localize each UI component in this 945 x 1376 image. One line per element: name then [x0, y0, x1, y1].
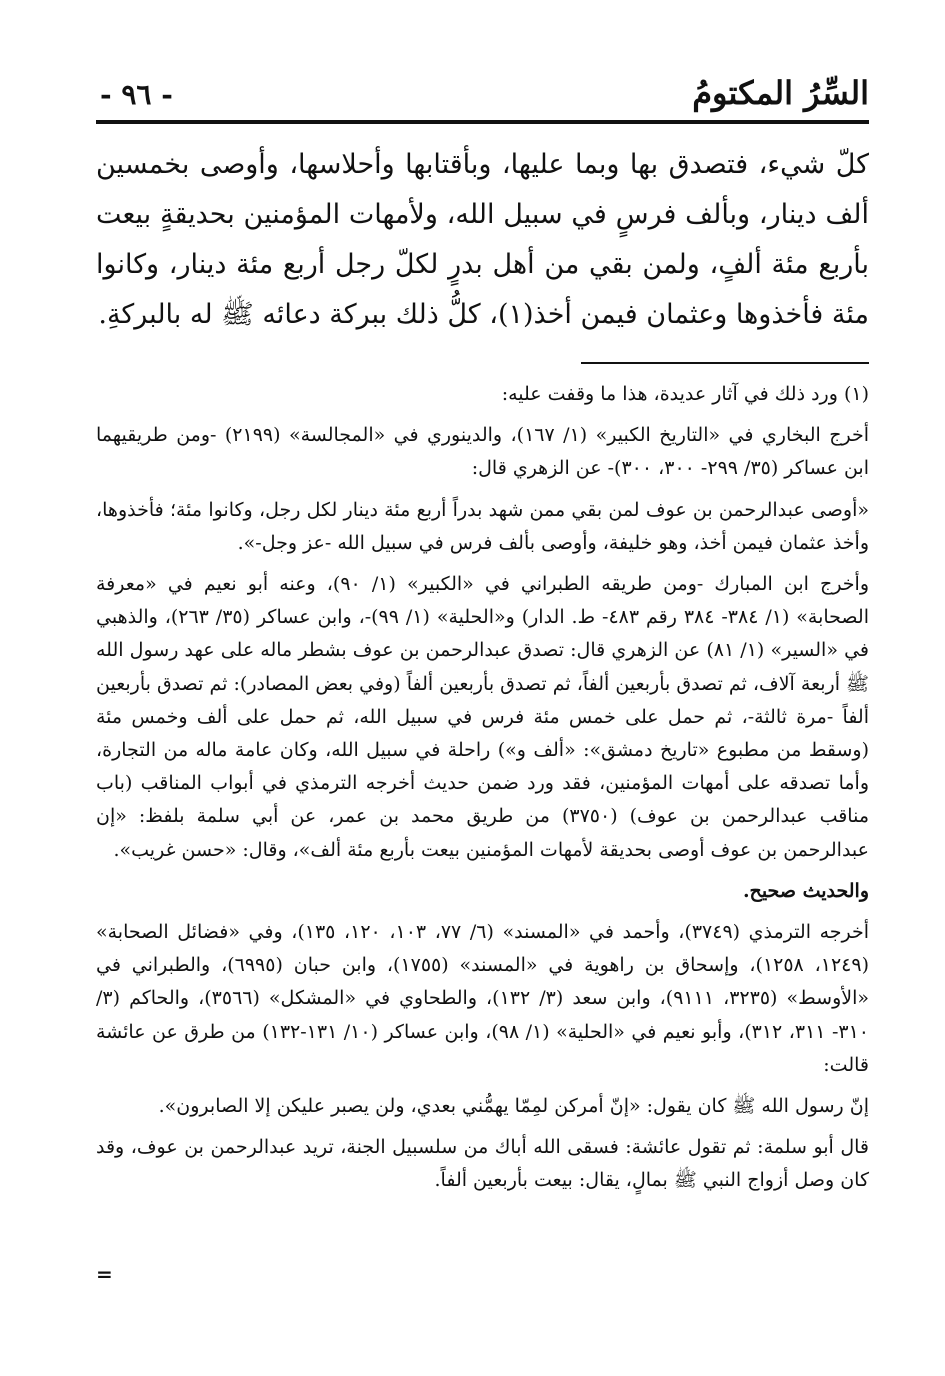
header-rule: [96, 120, 869, 124]
page-number: - ٩٦ -: [100, 78, 173, 111]
footnote-paragraph: أخرج البخاري في «التاريخ الكبير» (١/ ١٦٧)، والدينوري في «المجالسة» (٢١٩٩) -ومن طريقيهما ابن عساكر (٣٥/ ٢٩٩- ٣٠٠، ٣٠٠)- عن الزهري قال:: [96, 424, 870, 480]
footnote-paragraph: أخرجه الترمذي (٣٧٤٩)، وأحمد في «المسند» (٦/ ٧٧، ١٠٣، ١٢٠، ١٣٥)، وفي «فضائل الصحابة» (١٢٤٩، ١٢٥٨)، وإسحاق بن راهوية في «المسند» (١٧٥٥)، وابن حبان (٦٩٩٥)، والطبراني في «الأوسط» (٣٢٣٥، ٩١١١)، وابن سعد (٣/ ١٣٢)، والطحاوي في «المشكل» (٣٥٦٦)، والحاكم (٣/ ٣١٠- ٣١١، ٣١٢)، وأبو نعيم في «الحلية» (١/ ٩٨)، وابن عساكر (١٠/ ١٣١-١٣٢) من طرق عن عائشة قالت:: [96, 921, 870, 1076]
book-title: السِّرُ المكتومُ: [692, 74, 869, 112]
page-header: [96, 72, 869, 120]
footnote-separator: [581, 362, 869, 364]
footnote-paragraph: وأخرج ابن المبارك -ومن طريقه الطبراني في «الكبير» (١/ ٩٠)، وعنه أبو نعيم في «معرفة الصحابة» (١/ ٣٨٤- ٣٨٤ رقم ٤٨٣- ط. الدار) و«الحلية» (١/ ٩٩)-، وابن عساكر (٣٥/ ٢٦٣)، والذهبي في «السير» (١/ ٨١) عن الزهري قال: تصدق عبدالرحمن بن عوف بشطر ماله على عهد رسول الله ﷺ أربعة آلاف، ثم تصدق بأربعين ألفاً، ثم تصدق بأربعين ألفاً (وفي بعض المصادر): ثم تصدق بأربعين ألفاً -مرة ثالثة-، ثم حمل على خمس مئة فرس في سبيل الله، ثم حمل على ألف وخمس مئة (وسقط من مطبوع «تاريخ دمشق»: «ألف و») راحلة في سبيل الله، وكان عامة ماله من التجارة، وأما تصدقه على أمهات المؤمنين، فقد ورد ضمن حديث أخرجه الترمذي في أبواب المناقب (باب مناقب عبدالرحمن بن عوف) (٣٧٥٠) من طريق محمد بن عمر، عن أبي سلمة بلفظ: «إن عبدالرحمن بن عوف أوصى بحديقة لأمهات المؤمنين بيعت بأربع مئة ألف»، وقال: «حسن غريب».: [96, 573, 870, 861]
footnotes: [96, 378, 869, 1198]
continuation-mark: =: [96, 1262, 113, 1286]
footnote-intro: (١) ورد ذلك في آثار عديدة، هذا ما وقفت عليه:: [501, 383, 869, 405]
footnote-paragraph: قال أبو سلمة: ثم تقول عائشة: فسقى الله أباك من سلسبيل الجنة، تريد عبدالرحمن بن عوف، وقد كان وصل أزواج النبي ﷺ بمالٍ، يقال: بيعت بأربعين ألفاً.: [96, 1136, 869, 1192]
main-paragraph: كلّ شيء، فتصدق بها وبما عليها، وبأقتابها وأحلاسها، وأوصى بخمسين ألف دينار، وبألف فرسٍ في سبيل الله، ولأمهات المؤمنين بحديقةٍ بيعت بأربع مئة ألفٍ، ولمن بقي من أهل بدرٍ لكلّ رجل أربع مئة دينار، وكانوا مئة فأخذوها وعثمان فيمن أخذ(١)، كلُّ ذلك ببركة دعائه ﷺ له بالبركةِ.: [96, 149, 869, 330]
footnote-paragraph: إنّ رسول الله ﷺ كان يقول: «إنّ أمركن لمِمّا يهمُّني بعدي، ولن يصبر عليكن إلا الصابرون».: [158, 1095, 869, 1118]
main-text: [96, 140, 869, 340]
footnote-paragraph: «أوصى عبدالرحمن بن عوف لمن بقي ممن شهد بدراً أربع مئة دينار لكل رجل، وكانوا مئة؛ فأخذوها، وأخذ عثمان فيمن أخذ، وهو خليفة، وأوصى بألف فرس في سبيل الله -عز وجل-».: [96, 498, 869, 554]
footnote-verdict: والحديث صحيح.: [742, 879, 869, 902]
